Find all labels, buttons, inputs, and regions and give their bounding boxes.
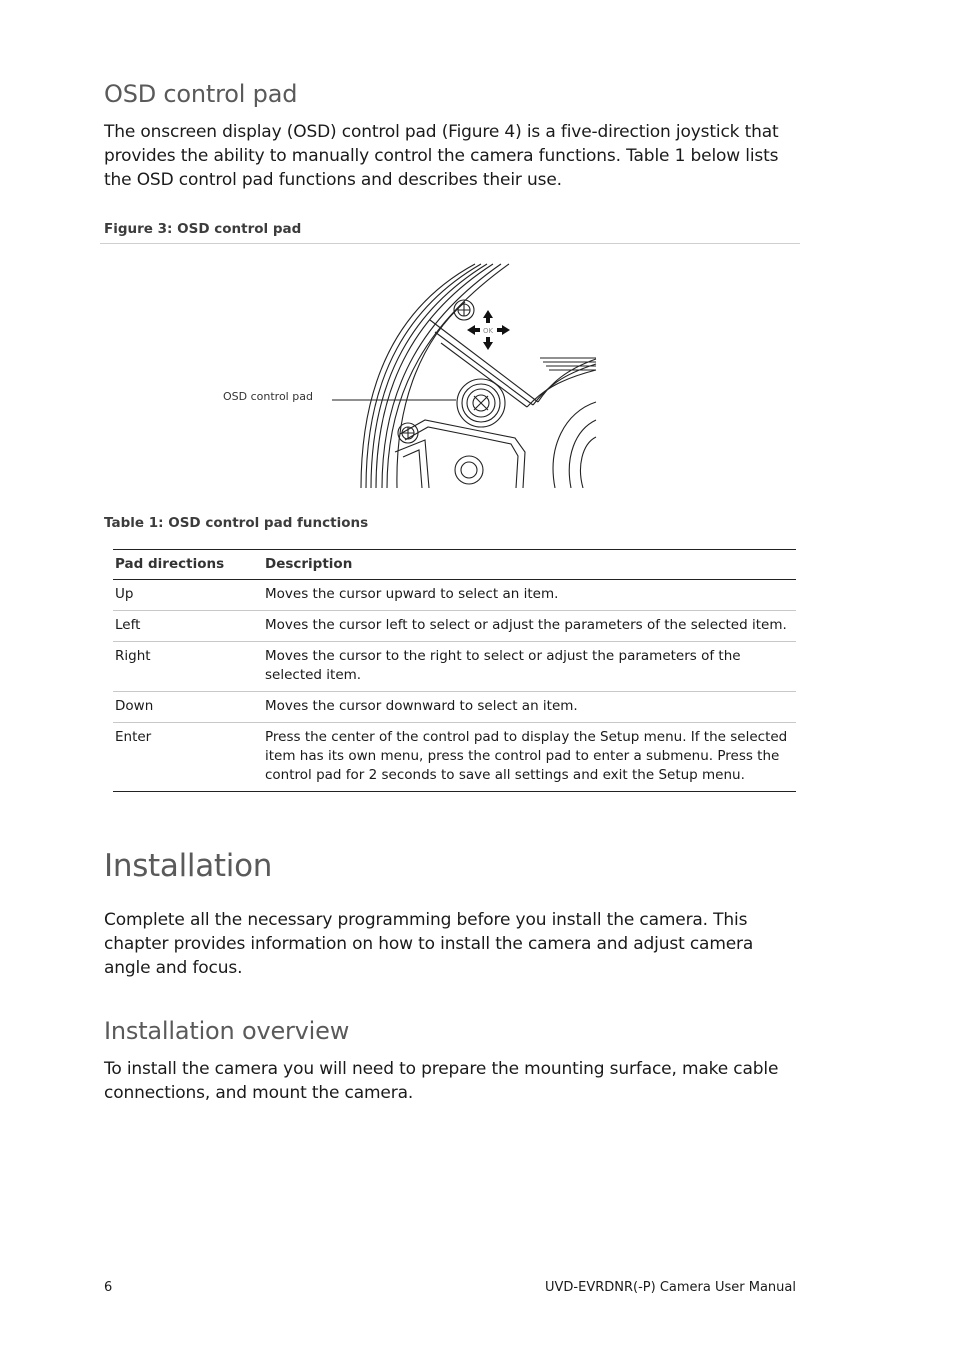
osd-control-pad-figure: [215, 262, 605, 488]
figure-divider: [100, 243, 800, 244]
figure-caption: Figure 3: OSD control pad: [104, 221, 302, 237]
table-row: [113, 580, 796, 611]
table-row: [113, 611, 796, 642]
chapter-heading-installation: Installation: [104, 848, 273, 884]
manual-title: UVD-EVRDNR(-P) Camera User Manual: [545, 1280, 796, 1295]
installation-overview-paragraph: To install the camera you will need to prepare the mounting surface, make cable connections, and mount the camera.: [104, 1059, 779, 1103]
cell-direction: Up: [113, 580, 263, 611]
section-heading-osd: OSD control pad: [104, 80, 298, 108]
header-description: Description: [263, 550, 796, 580]
section-heading-installation-overview: Installation overview: [104, 1017, 350, 1045]
table-row: [113, 723, 796, 792]
cell-description: Moves the cursor to the right to select or adjust the parameters of the selected item.: [263, 642, 796, 692]
cell-direction: Enter: [113, 723, 263, 792]
table-row: [113, 692, 796, 723]
cell-direction: Down: [113, 692, 263, 723]
cell-description: Moves the cursor left to select or adjust the parameters of the selected item.: [263, 611, 796, 642]
installation-intro-paragraph: Complete all the necessary programming before you install the camera. This chapter provides information on how to install the camera and adjust camera angle and focus.: [104, 910, 754, 978]
cell-direction: Right: [113, 642, 263, 692]
osd-functions-table: [113, 549, 796, 792]
table-caption: Table 1: OSD control pad functions: [104, 515, 369, 531]
header-pad-directions: Pad directions: [113, 550, 263, 580]
table-row: [113, 642, 796, 692]
cell-description: Moves the cursor downward to select an item.: [263, 692, 796, 723]
cell-description: Moves the cursor upward to select an item.: [263, 580, 796, 611]
ok-label: OK: [482, 327, 494, 335]
page-number: 6: [104, 1280, 113, 1295]
osd-control-pad-callout: OSD control pad: [223, 390, 313, 403]
cell-direction: Left: [113, 611, 263, 642]
cell-description: Press the center of the control pad to display the Setup menu. If the selected item has its own menu, press the control pad to enter a submenu. Press the control pad for 2 seconds to save all settings and exit the Setup menu.: [263, 723, 796, 792]
table-header-row: [113, 550, 796, 580]
osd-intro-paragraph: The onscreen display (OSD) control pad (Figure 4) is a five-direction joystick that provides the ability to manually control the camera functions. Table 1 below lists the OSD control pad functions and describes their use.: [104, 122, 779, 190]
